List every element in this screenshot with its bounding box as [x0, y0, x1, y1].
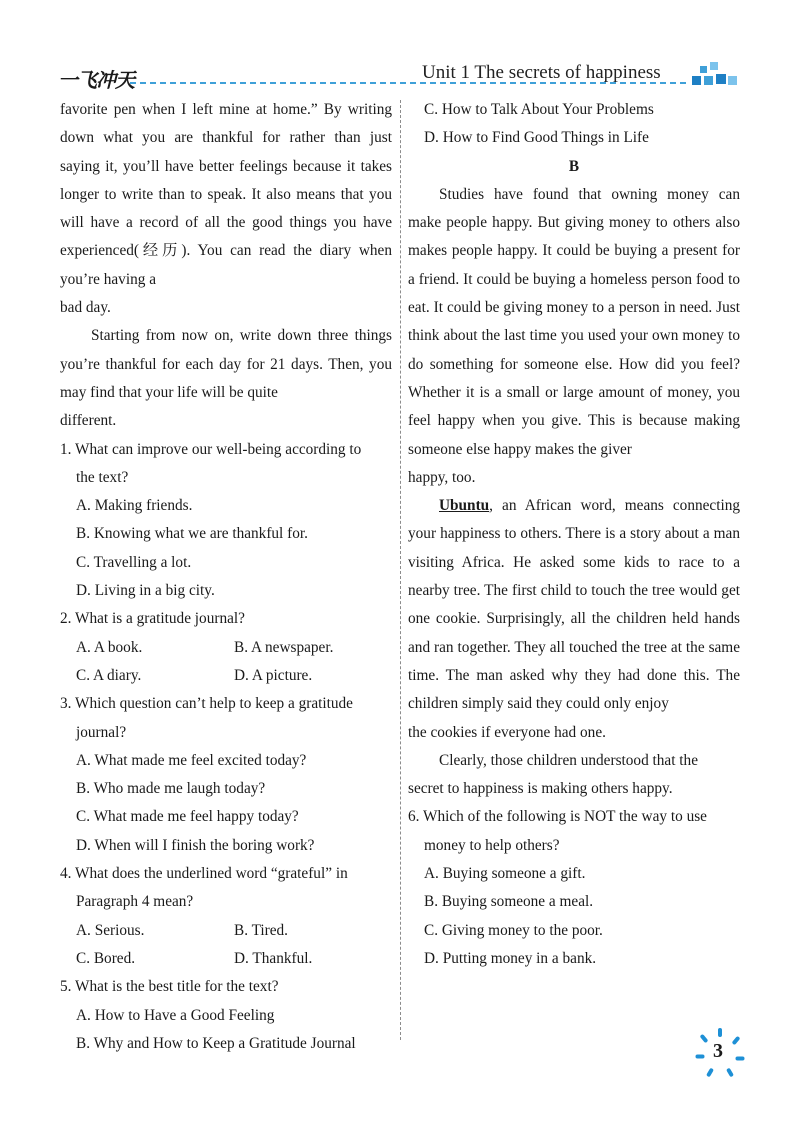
decorative-squares-icon	[692, 62, 740, 92]
question-1-stem-cont: the text?	[76, 468, 129, 486]
passage-b-paragraph-1	[408, 181, 740, 464]
brand-logo: 一飞冲天	[58, 68, 134, 92]
question-2-stem: 2. What is a gratitude journal?	[60, 610, 245, 628]
question-5-option-a: A. How to Have a Good Feeling	[76, 1006, 275, 1024]
question-2-option-b: B. A newspaper.	[234, 638, 334, 656]
question-6-option-a: A. Buying someone a gift.	[424, 865, 586, 883]
question-5-option-b: B. Why and How to Keep a Gratitude Journal	[76, 1034, 356, 1052]
question-2-option-d: D. A picture.	[234, 666, 313, 684]
section-heading: B	[568, 157, 580, 175]
question-6-option-b: B. Buying someone a meal.	[424, 893, 594, 911]
question-6-option-c: C. Giving money to the poor.	[424, 921, 603, 939]
passage-b-paragraph-2-end: the cookies if everyone had one.	[408, 723, 606, 741]
question-4-option-a: A. Serious.	[76, 921, 145, 939]
paragraph-text: favorite pen when I left mine at home.” By writing down what you are thankful for rather than just saying it, you’ll have better feelings because it takes longer to write than to speak. It also means that you will have a record of all the good things you have experienced(经历). You can read the diary when you’re having a	[60, 101, 392, 288]
question-6-option-d: D. Putting money in a bank.	[424, 949, 597, 967]
sunburst-ray-icon	[736, 1057, 745, 1061]
question-4-option-d: D. Thankful.	[234, 949, 313, 967]
sunburst-ray-icon	[732, 1036, 741, 1045]
question-2-options-ab	[60, 634, 392, 662]
sunburst-ray-icon	[718, 1028, 722, 1037]
question-4-stem-cont: Paragraph 4 mean?	[76, 893, 194, 911]
question-4-options-ab	[60, 917, 392, 945]
page-number-badge	[696, 1030, 746, 1080]
passage-b-paragraph-3-end: secret to happiness is making others happy.	[408, 780, 673, 798]
right-column	[408, 96, 740, 973]
question-5-option-d: D. How to Find Good Things in Life	[424, 129, 649, 147]
paragraph-starting	[60, 322, 392, 407]
paragraph-continued-end: bad day.	[60, 299, 111, 317]
question-4-option-c: C. Bored.	[76, 949, 136, 967]
paragraph-text: Starting from now on, write down three things you’re thankful for each day for 21 days. Then, you may find that your life will be quite	[60, 327, 392, 401]
passage-b-paragraph-3: Clearly, those children understood that the	[439, 751, 698, 769]
question-1-stem: 1. What can improve our well-being according to	[60, 440, 362, 458]
question-3-option-c: C. What made me feel happy today?	[76, 808, 299, 826]
question-4-stem: 4. What does the underlined word “grateful” in	[60, 865, 348, 883]
paragraph-text: , an African word, means connecting your happiness to others. There is a story about a man visiting Africa. He asked some kids to race to a nearby tree. The first child to touch the tree would get one cookie. Surprisingly, all the children held hands and ran together. They all touched the tree at the same time. The man asked why they had done this. The children simply said they could only enjoy	[408, 497, 740, 713]
paragraph-starting-end: different.	[60, 412, 117, 430]
question-3-stem: 3. Which question can’t help to keep a gratitude	[60, 695, 353, 713]
sunburst-ray-icon	[726, 1068, 734, 1078]
question-2-option-c: C. A diary.	[76, 666, 142, 684]
sunburst-ray-icon	[696, 1055, 705, 1059]
question-4-option-b: B. Tired.	[234, 921, 288, 939]
paragraph-text: Studies have found that owning money can make people happy. But giving money to others also makes people happy. It could be buying a present for a friend. It could be buying a homeless person food to eat. It could be giving money to a person in need. Just think about the last time you used your own money to do something for someone else. How did you feel? Whether it is a small or large amount of money, you feel happy when you give. This is because making someone else happy makes the giver	[408, 185, 740, 458]
unit-title: Unit 1 The secrets of happiness	[422, 62, 661, 83]
question-2-options-cd	[60, 662, 392, 690]
question-6-stem-cont: money to help others?	[424, 836, 560, 854]
paragraph-continued	[60, 96, 392, 294]
sunburst-ray-icon	[706, 1068, 714, 1078]
question-3-option-a: A. What made me feel excited today?	[76, 751, 307, 769]
underlined-word-ubuntu: Ubuntu	[439, 497, 490, 515]
question-1-option-b: B. Knowing what we are thankful for.	[76, 525, 308, 543]
question-6-stem: 6. Which of the following is NOT the way to use	[408, 808, 707, 826]
left-column	[60, 96, 392, 1058]
page-number: 3	[713, 1040, 723, 1062]
sunburst-ray-icon	[700, 1034, 709, 1043]
question-3-option-b: B. Who made me laugh today?	[76, 780, 266, 798]
question-3-stem-cont: journal?	[76, 723, 127, 741]
question-3-option-d: D. When will I finish the boring work?	[76, 836, 315, 854]
question-1-option-a: A. Making friends.	[76, 497, 193, 515]
passage-b-paragraph-1-end: happy, too.	[408, 468, 476, 486]
question-5-stem: 5. What is the best title for the text?	[60, 978, 279, 996]
question-4-options-cd	[60, 945, 392, 973]
passage-b-paragraph-2	[408, 492, 740, 718]
question-2-option-a: A. A book.	[76, 638, 143, 656]
question-1-option-d: D. Living in a big city.	[76, 582, 215, 600]
column-divider	[400, 100, 401, 1040]
page-header	[58, 52, 743, 98]
question-5-option-c: C. How to Talk About Your Problems	[424, 101, 654, 118]
question-1-option-c: C. Travelling a lot.	[76, 553, 192, 571]
